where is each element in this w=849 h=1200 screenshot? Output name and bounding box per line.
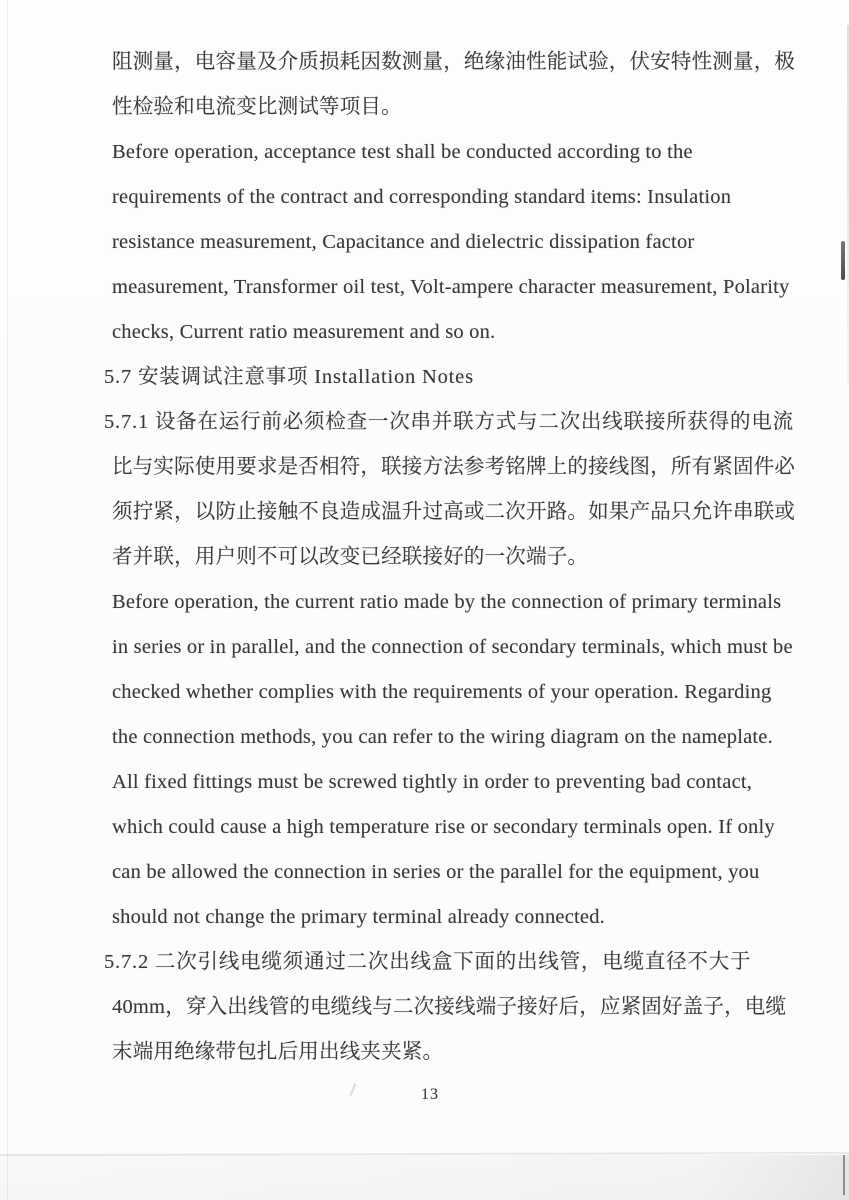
text-line: resistance measurement, Capacitance and dielectric dissipation factor <box>112 231 695 253</box>
text-line: All fixed fittings must be screwed tightly in order to preventing bad contact, <box>112 771 753 793</box>
page-corner-edge-line <box>843 1155 845 1195</box>
page-right-edge-line <box>847 25 849 385</box>
page-number: 13 <box>421 1086 439 1103</box>
text-line: 末端用绝缘带包扎后用出线夹夹紧。 <box>112 1041 444 1063</box>
text-line: the connection methods, you can refer to the wiring diagram on the nameplate. <box>112 726 773 748</box>
text-line: measurement, Transformer oil test, Volt-ampere character measurement, Polarity <box>112 276 790 298</box>
text-line: 须拧紧，以防止接触不良造成温升过高或二次开路。如果产品只允许串联或 <box>112 501 796 523</box>
text-line: can be allowed the connection in series or the parallel for the equipment, you <box>112 861 760 883</box>
text-line: 5.7.2 二次引线电缆须通过二次出线盒下面的出线管，电缆直径不大于 <box>104 951 752 973</box>
text-line: 比与实际使用要求是否相符，联接方法参考铭牌上的接线图，所有紧固件必 <box>112 456 796 478</box>
text-line: requirements of the contract and corresponding standard items: Insulation <box>112 186 732 208</box>
text-line: 40mm，穿入出线管的电缆线与二次接线端子接好后，应紧固好盖子，电缆 <box>112 996 787 1018</box>
text-line: 5.7 安装调试注意事项 Installation Notes <box>104 366 474 388</box>
text-line: Before operation, acceptance test shall be conducted according to the <box>112 141 693 163</box>
document-text <box>104 40 828 1075</box>
text-line: checks, Current ratio measurement and so on. <box>112 321 496 343</box>
text-line: Before operation, the current ratio made by the connection of primary terminals <box>112 591 782 613</box>
text-line: in series or in parallel, and the connection of secondary terminals, which must be <box>112 636 793 658</box>
text-line: 者并联，用户则不可以改变已经联接好的一次端子。 <box>112 546 589 568</box>
scanner-streak-mark <box>841 241 845 280</box>
scan-corner-shadow <box>700 1155 849 1200</box>
text-line: 性检验和电流变比测试等项目。 <box>112 96 402 118</box>
page-left-edge-line <box>7 0 8 1200</box>
text-line: checked whether complies with the requirements of your operation. Regarding <box>112 681 772 703</box>
text-line: 5.7.1 设备在运行前必须检查一次串并联方式与二次出线联接所获得的电流 <box>104 411 794 433</box>
text-line: should not change the primary terminal already connected. <box>112 906 605 928</box>
text-line: which could cause a high temperature rise or secondary terminals open. If only <box>112 816 775 838</box>
text-line: 阻测量，电容量及介质损耗因数测量，绝缘油性能试验，伏安特性测量，极 <box>112 51 796 73</box>
